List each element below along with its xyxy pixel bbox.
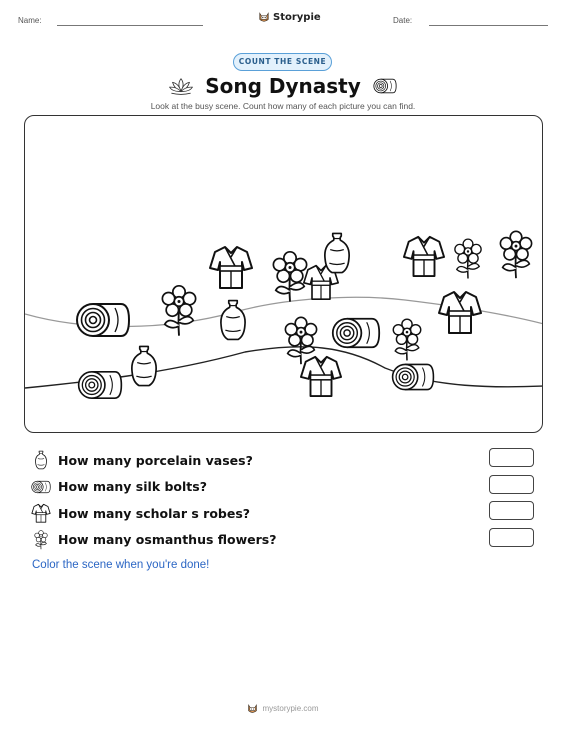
flower-icon bbox=[30, 529, 52, 551]
scene-silk-bolt bbox=[393, 364, 434, 389]
silk-bolt-icon bbox=[373, 76, 397, 96]
page-title: Song Dynasty bbox=[205, 74, 361, 98]
scene-robe bbox=[404, 237, 444, 276]
name-label: Name: bbox=[18, 16, 42, 25]
answer-box-robes[interactable] bbox=[489, 501, 534, 520]
scene-vase bbox=[132, 346, 156, 385]
scene-flower bbox=[273, 252, 306, 302]
scene-silk-bolt bbox=[79, 372, 122, 398]
question-row bbox=[30, 527, 536, 554]
scene-flower bbox=[500, 231, 531, 278]
question-text: How many silk bolts? bbox=[58, 479, 207, 495]
name-field[interactable] bbox=[57, 25, 203, 26]
answer-box-vases[interactable] bbox=[489, 448, 534, 467]
scene-flower bbox=[393, 319, 421, 360]
brand-logo bbox=[258, 11, 321, 23]
vase-icon bbox=[30, 449, 52, 471]
question-row bbox=[30, 500, 536, 527]
silk-bolt-icon bbox=[30, 476, 52, 498]
scene-silk-bolt bbox=[77, 304, 129, 336]
scene-silk-bolt bbox=[333, 319, 379, 348]
lotus-icon bbox=[169, 76, 193, 96]
question-text: How many scholar s robes? bbox=[58, 505, 251, 521]
footer bbox=[0, 703, 566, 714]
question-text: How many porcelain vases? bbox=[58, 452, 253, 468]
instructions: Look at the busy scene. Count how many of each picture you can find. bbox=[150, 101, 416, 111]
answer-box-silk[interactable] bbox=[489, 475, 534, 494]
question-row bbox=[30, 474, 536, 501]
question-row bbox=[30, 447, 536, 474]
scene-vase bbox=[325, 233, 349, 272]
fox-mascot-icon bbox=[247, 703, 258, 714]
answer-box-flowers[interactable] bbox=[489, 528, 534, 547]
scene-vase bbox=[221, 301, 245, 340]
title-row bbox=[0, 72, 566, 100]
footer-url: mystorypie.com bbox=[262, 704, 319, 713]
date-label: Date: bbox=[393, 16, 413, 25]
scene-flower bbox=[285, 317, 316, 364]
question-text: How many osmanthus flowers? bbox=[58, 532, 277, 548]
color-instruction: Color the scene when you're done! bbox=[32, 559, 210, 571]
scene-flower bbox=[162, 286, 195, 336]
scene-robe bbox=[439, 292, 481, 333]
date-field[interactable] bbox=[429, 25, 548, 26]
scene-robe bbox=[210, 247, 252, 288]
fox-mascot-icon bbox=[258, 11, 270, 23]
scene-robe bbox=[301, 357, 341, 396]
robe-icon bbox=[30, 502, 52, 524]
question-list bbox=[30, 447, 536, 553]
brand-name: Storypie bbox=[273, 11, 321, 23]
activity-badge: COUNT THE SCENE bbox=[233, 53, 332, 71]
worksheet-header bbox=[18, 10, 548, 32]
count-scene bbox=[24, 115, 543, 433]
scene-flower bbox=[455, 239, 481, 278]
